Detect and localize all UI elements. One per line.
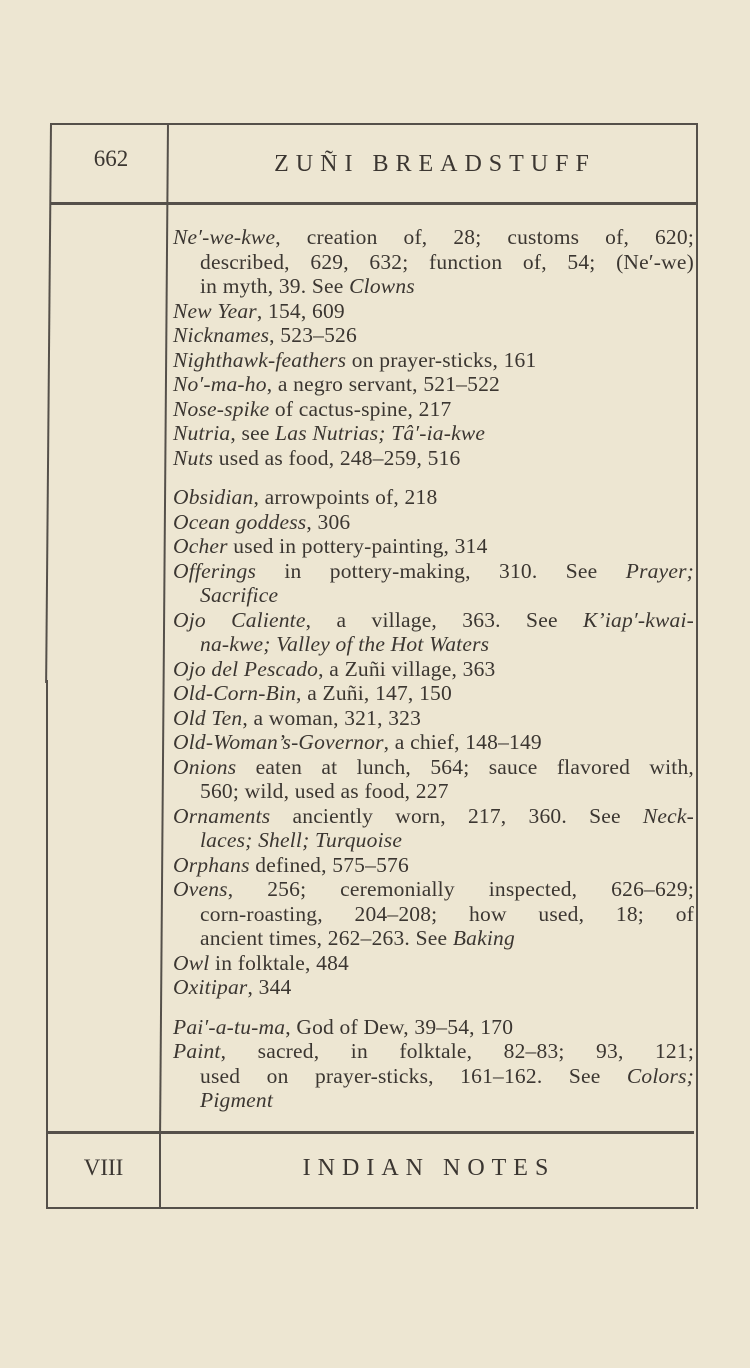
entry-term: Sacrifice xyxy=(200,583,279,607)
entry-term: Pai′-a-tu-ma xyxy=(173,1014,286,1039)
column-divider-footer xyxy=(159,1131,161,1209)
entry-text: described, 629, 632; function of, 54; (Ne′-we) xyxy=(200,249,694,274)
entry-line xyxy=(173,372,694,397)
entry-term: Clowns xyxy=(349,274,415,298)
entry-text: ancient times, 262–263. See xyxy=(200,926,453,950)
entry-term: Ovens xyxy=(173,877,228,901)
entry-text: , a woman, 321, 323 xyxy=(242,705,422,730)
entry-text: , 344 xyxy=(247,975,292,999)
entry-text: defined, 575–576 xyxy=(249,852,409,877)
index-entry xyxy=(173,804,694,853)
entry-term: Nighthawk-feathers xyxy=(173,347,347,372)
entry-text: in myth, 39. See xyxy=(200,274,350,298)
entry-line xyxy=(173,853,694,878)
entry-line xyxy=(173,804,694,829)
entry-text: , sacred, in folktale, 82–83; 93, 121; xyxy=(220,1039,694,1063)
entry-text: , 306 xyxy=(306,509,351,534)
entry-text: , 256; ceremonially inspected, 626–629; xyxy=(227,877,694,901)
entry-term: Owl xyxy=(173,950,210,975)
entry-term: Ocean goddess xyxy=(173,509,307,534)
entry-text: , 523–526 xyxy=(269,323,357,347)
footer-top-rule xyxy=(46,1131,694,1134)
entry-line xyxy=(173,1039,694,1064)
entry-term: Nutria xyxy=(173,421,231,445)
entry-line xyxy=(173,926,694,951)
entry-term: Ornaments xyxy=(173,803,271,828)
entry-term: Nicknames xyxy=(173,323,270,347)
index-entry xyxy=(173,755,694,804)
entry-text: , a Zuñi village, 363 xyxy=(318,656,496,681)
index-entry xyxy=(173,1039,694,1113)
series-title: INDIAN NOTES xyxy=(302,1155,556,1181)
entry-line xyxy=(173,608,694,633)
entry-term: Ocher xyxy=(173,534,228,558)
entry-text: , arrowpoints of, 218 xyxy=(253,485,438,509)
entry-term: Ojo del Pescado xyxy=(173,656,319,681)
entry-line xyxy=(173,274,694,299)
entry-line xyxy=(173,348,694,373)
entry-line xyxy=(173,299,694,324)
entry-text: used on prayer-sticks, 161–162. See xyxy=(200,1063,627,1088)
entry-line xyxy=(173,681,694,706)
entry-term: Offerings xyxy=(173,558,257,583)
entry-term: Las Nutrias; Tâ′-ia-kwe xyxy=(275,421,486,445)
index-entry xyxy=(173,853,694,878)
entry-term: Ojo Caliente xyxy=(173,607,306,632)
entry-line xyxy=(173,510,694,535)
entry-term: Onions xyxy=(173,754,237,779)
entry-line xyxy=(173,397,694,422)
entry-line xyxy=(173,1088,694,1113)
entry-text: on prayer-sticks, 161 xyxy=(346,347,537,372)
entry-text: 560; wild, used as food, 227 xyxy=(200,779,449,803)
entry-term: Pigment xyxy=(200,1088,274,1112)
entry-line xyxy=(173,583,694,608)
entry-line xyxy=(173,828,694,853)
frame-left-rule xyxy=(45,123,52,683)
entry-line xyxy=(173,706,694,731)
entry-line xyxy=(173,975,694,1000)
frame-right-rule xyxy=(696,123,698,1209)
volume-number: VIII xyxy=(83,1155,124,1180)
index-entry xyxy=(173,323,694,348)
running-title: ZUÑI BREADSTUFF xyxy=(274,151,596,177)
entry-text: eaten at lunch, 564; sauce flavored with, xyxy=(236,754,694,779)
entry-term: Prayer; xyxy=(625,558,694,583)
index-entry xyxy=(173,877,694,951)
entry-term: Orphans xyxy=(173,852,250,877)
entry-line xyxy=(173,632,694,657)
entry-term: New Year xyxy=(173,298,257,323)
index-group-n xyxy=(173,225,694,470)
index-entry xyxy=(173,299,694,324)
entry-term: Neck- xyxy=(642,803,694,828)
page-number: 662 xyxy=(93,146,129,171)
entry-line xyxy=(173,877,694,902)
entry-line xyxy=(173,657,694,682)
entry-text: , a Zuñi, 147, 150 xyxy=(296,681,452,705)
entry-term: Colors; xyxy=(626,1063,694,1088)
entry-line xyxy=(173,779,694,804)
index-entry xyxy=(173,608,694,657)
entry-text: , a negro servant, 521–522 xyxy=(266,372,500,396)
index-entry xyxy=(173,372,694,397)
entry-line xyxy=(173,755,694,780)
index-entry xyxy=(173,446,694,471)
entry-term: Old Ten xyxy=(173,705,243,730)
entry-text: , creation of, 28; customs of, 620; xyxy=(275,225,694,249)
entry-term: laces; Shell; Turquoise xyxy=(200,828,403,852)
entry-line xyxy=(173,323,694,348)
entry-line xyxy=(173,1015,694,1040)
index-entry xyxy=(173,510,694,535)
entry-text: used in pottery-painting, 314 xyxy=(227,534,488,558)
index-entry xyxy=(173,951,694,976)
entry-line xyxy=(173,951,694,976)
frame-top-rule xyxy=(50,123,698,125)
entry-term: K’iap′-kwai- xyxy=(582,607,694,632)
entry-text: anciently worn, 217, 360. See xyxy=(270,803,643,828)
index-entry xyxy=(173,975,694,1000)
entry-text: , a village, 363. See xyxy=(305,607,583,632)
index-entries xyxy=(173,225,694,1113)
column-divider-upper xyxy=(159,123,169,1133)
entry-text: corn-roasting, 204–208; how used, 18; of xyxy=(200,901,694,926)
entry-line xyxy=(173,1064,694,1089)
entry-term: na-kwe; Valley of the Hot Waters xyxy=(200,632,490,656)
entry-term: Old-Corn-Bin xyxy=(173,681,297,705)
index-entry xyxy=(173,706,694,731)
index-entry xyxy=(173,681,694,706)
index-entry xyxy=(173,730,694,755)
entry-term: Obsidian xyxy=(173,485,254,509)
entry-line xyxy=(173,421,694,446)
entry-text: , see xyxy=(230,421,276,445)
entry-text: , God of Dew, 39–54, 170 xyxy=(285,1014,514,1039)
entry-text: , 154, 609 xyxy=(256,298,345,323)
entry-text: in pottery-making, 310. See xyxy=(256,558,626,583)
index-entry xyxy=(173,1015,694,1040)
entry-term: Nuts xyxy=(173,445,214,470)
frame-left-rule-lower xyxy=(46,680,48,1209)
index-entry xyxy=(173,657,694,682)
entry-line xyxy=(173,485,694,510)
entry-line xyxy=(173,446,694,471)
entry-line xyxy=(173,559,694,584)
frame-bottom-rule xyxy=(46,1207,694,1209)
index-entry xyxy=(173,559,694,608)
entry-term: Ne′-we-kwe xyxy=(173,225,276,249)
index-group-o xyxy=(173,485,694,1000)
index-entry xyxy=(173,397,694,422)
entry-term: Old-Woman’s-Governor xyxy=(173,730,384,754)
entry-line xyxy=(173,730,694,755)
entry-term: Baking xyxy=(452,926,515,950)
entry-term: No′-ma-ho xyxy=(173,372,267,396)
entry-text: used as food, 248–259, 516 xyxy=(213,445,461,470)
entry-text: in folktale, 484 xyxy=(209,950,349,975)
entry-text: , a chief, 148–149 xyxy=(383,730,542,754)
header-bottom-rule xyxy=(50,202,697,205)
index-entry xyxy=(173,485,694,510)
index-entry xyxy=(173,348,694,373)
entry-line xyxy=(173,250,694,275)
index-entry xyxy=(173,225,694,299)
index-entry xyxy=(173,421,694,446)
entry-text: of cactus-spine, 217 xyxy=(269,396,452,421)
index-group-p xyxy=(173,1015,694,1113)
entry-term: Nose-spike xyxy=(173,396,270,421)
entry-term: Oxitipar xyxy=(173,975,248,999)
index-entry xyxy=(173,534,694,559)
entry-line xyxy=(173,225,694,250)
entry-term: Paint xyxy=(173,1039,221,1063)
entry-line xyxy=(173,534,694,559)
entry-line xyxy=(173,902,694,927)
